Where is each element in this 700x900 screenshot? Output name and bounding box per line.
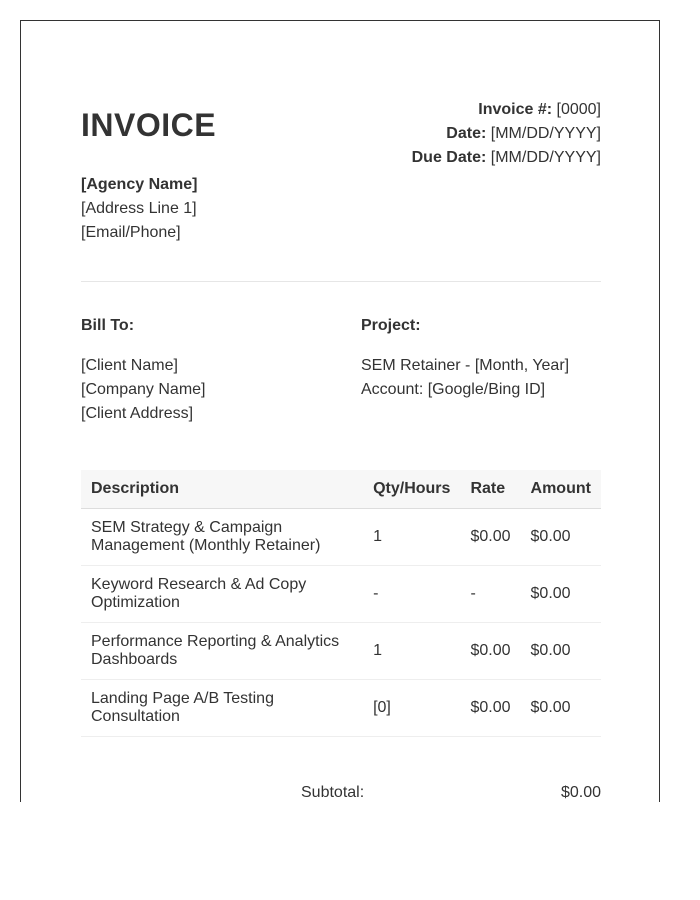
header-qty-hours: Qty/Hours [363,470,460,509]
company-name: [Company Name] [81,381,206,398]
project-retainer: SEM Retainer - [Month, Year] [361,357,570,374]
row-description: SEM Strategy & Campaign Management (Monthly Retainer) [81,509,363,566]
table-row [81,623,601,680]
invoice-title: INVOICE [81,107,217,143]
agency-info [81,173,197,245]
section-divider [81,281,601,282]
bill-to-section [81,314,206,426]
invoice-meta [412,98,601,170]
agency-contact: [Email/Phone] [81,224,181,241]
row-description: Performance Reporting & Analytics Dashboards [81,623,363,680]
row-rate: $0.00 [460,509,520,566]
table-header-row [81,470,601,509]
invoice-page [20,20,660,802]
invoice-date-line [412,122,601,146]
row-description: Landing Page A/B Testing Consultation [81,680,363,737]
row-qty: - [363,566,460,623]
row-amount: $0.00 [521,680,601,737]
due-date-label: Due Date: [411,149,487,166]
subtotal-label: Subtotal: [301,784,365,801]
agency-name: [Agency Name] [81,176,198,193]
row-qty: [0] [363,680,460,737]
row-qty: 1 [363,623,460,680]
table-row [81,509,601,566]
line-items-table [81,470,601,737]
row-rate: $0.00 [460,680,520,737]
project-account: Account: [Google/Bing ID] [361,381,546,398]
header-description: Description [81,470,363,509]
row-qty: 1 [363,509,460,566]
project-section [361,314,569,402]
invoice-date-label: Date: [446,125,487,142]
client-name: [Client Name] [81,357,178,374]
row-amount: $0.00 [521,566,601,623]
row-amount: $0.00 [521,509,601,566]
row-amount: $0.00 [521,623,601,680]
invoice-number-label: Invoice #: [478,101,553,118]
row-rate: $0.00 [460,623,520,680]
table-row [81,566,601,623]
agency-address: [Address Line 1] [81,200,197,217]
header-amount: Amount [521,470,601,509]
row-description: Keyword Research & Ad Copy Optimization [81,566,363,623]
due-date-value: [MM/DD/YYYY] [490,149,601,166]
due-date-line [412,146,601,170]
subtotal-value: $0.00 [560,784,601,801]
client-address: [Client Address] [81,405,194,422]
header-rate: Rate [460,470,520,509]
invoice-number-value: [0000] [556,101,601,118]
project-heading: Project: [361,317,421,334]
invoice-number-line [412,98,601,122]
table-row [81,680,601,737]
invoice-date-value: [MM/DD/YYYY] [490,125,601,142]
bill-to-heading: Bill To: [81,317,135,334]
row-rate: - [460,566,520,623]
